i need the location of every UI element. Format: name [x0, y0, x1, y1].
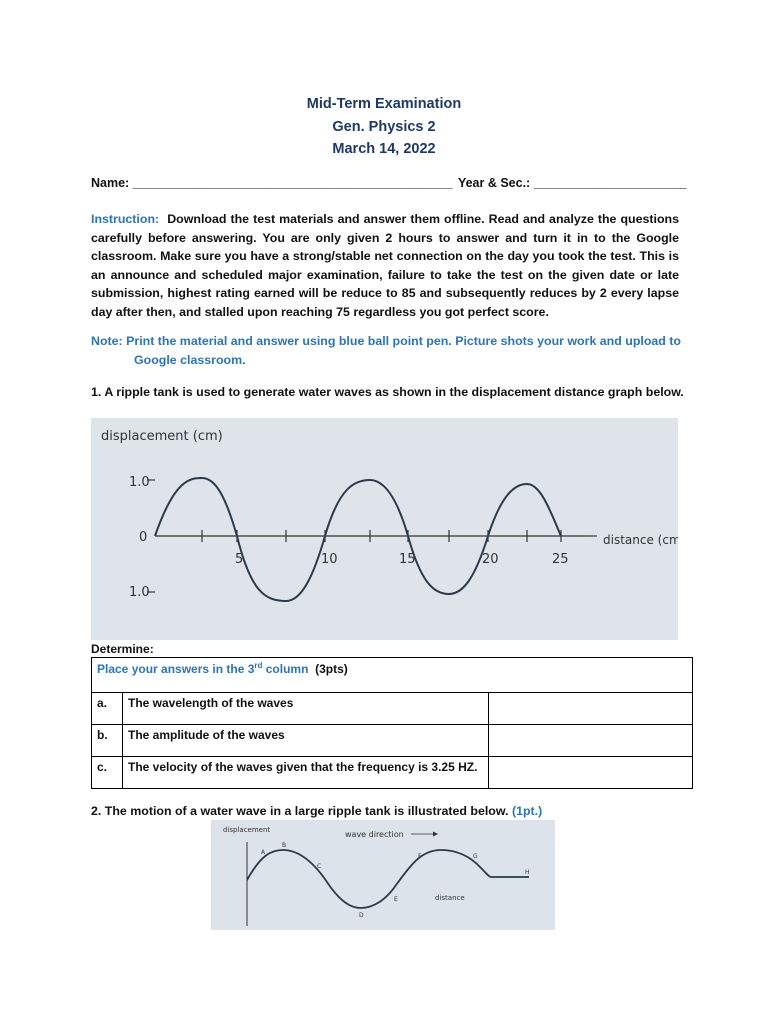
note-line2: Google classroom. [134, 352, 246, 367]
exam-subject: Gen. Physics 2 [332, 119, 436, 135]
row-question: The amplitude of the waves [123, 725, 489, 757]
row-question: The velocity of the waves given that the frequency is 3.25 HZ. [123, 757, 489, 789]
graph1-y-zero: 0 [139, 530, 148, 545]
row-question: The wavelength of the waves [123, 693, 489, 725]
wave-graph-2 [211, 820, 555, 930]
wave-graph-1-svg [91, 418, 678, 640]
question-2-line [91, 804, 542, 818]
row-answer-cell[interactable] [489, 693, 693, 725]
graph2-point-a: A [261, 849, 266, 856]
graph1-x-15: 15 [399, 552, 416, 567]
graph2-point-f: F [418, 853, 422, 860]
name-field-line [91, 176, 687, 190]
graph2-point-d: D [359, 912, 364, 919]
table-row [92, 725, 693, 757]
graph1-y-bottom: 1.0 [129, 585, 150, 600]
name-label: Name: ______________________________________________ [91, 176, 453, 190]
answer-instruction: Place your answers in the 3 [97, 662, 255, 676]
graph1-ylabel: displacement (cm) [101, 429, 223, 444]
answer-instruction-end: column [262, 662, 309, 676]
instruction-label: Instruction: [91, 212, 160, 226]
row-letter: c. [92, 757, 123, 789]
graph2-point-h: H [525, 869, 530, 876]
graph2-xlabel: distance [435, 894, 465, 902]
instruction-text: Download the test materials and answer them offline. Read and analyze the questions carefully before answering. You are only given 2 hours to answer and turn it in to the Google classroom. Make sure you have a strong/stable net connection on the day you took the test. This is an announce and scheduled major examination, failure to take the test on the given date or late submission, highest rating earned will be reduce to 85 and subsequently reduces by 2 every lapse day after then, and stalled upon reaching 75 regardless you got perfect score. [91, 212, 680, 319]
graph1-x-25: 25 [552, 552, 569, 567]
row-answer-cell[interactable] [489, 725, 693, 757]
exam-title: Mid-Term Examination [306, 96, 462, 112]
graph1-xlabel: distance (cm) [603, 533, 678, 547]
graph1-x-10: 10 [321, 552, 338, 567]
graph2-ylabel: displacement [223, 826, 271, 834]
wave-graph-1 [91, 418, 678, 640]
graph2-point-b: B [282, 842, 287, 849]
graph2-point-e: E [394, 896, 398, 903]
note-paragraph [91, 332, 691, 369]
year-section-label: Year & Sec.: ______________________ [457, 176, 687, 190]
exam-date: March 14, 2022 [332, 141, 436, 157]
note-line1: Note: Print the material and answer using blue ball point pen. Picture shots your work and upload to [91, 334, 682, 348]
answer-table-header [92, 658, 693, 693]
wave-graph-2-svg [211, 820, 555, 930]
answer-table-header-row [92, 658, 693, 693]
graph1-y-top: 1.0 [129, 475, 150, 490]
question-2-text: 2. The motion of a water wave in a large ripple tank is illustrated below. [91, 804, 509, 818]
answer-points: (3pts) [315, 662, 348, 676]
table-row [92, 693, 693, 725]
graph2-point-c: C [317, 863, 322, 870]
question-1-text: 1. A ripple tank is used to generate water waves as shown in the displacement distance graph below. [91, 385, 684, 399]
table-row [92, 757, 693, 789]
graph1-wave-curve [155, 478, 561, 601]
graph1-x-5: 5 [235, 552, 244, 567]
graph1-x-20: 20 [482, 552, 499, 567]
graph2-direction: wave direction [345, 830, 404, 839]
determine-label: Determine: [91, 642, 154, 656]
question-2-points: (1pt.) [511, 804, 543, 818]
row-answer-cell[interactable] [489, 757, 693, 789]
instruction-paragraph [91, 210, 679, 321]
graph2-wave-curve [247, 850, 529, 908]
answer-instruction-sup: rd [254, 661, 263, 670]
row-letter: b. [92, 725, 123, 757]
answer-table [91, 657, 693, 789]
graph2-point-g: G [473, 853, 478, 860]
row-letter: a. [92, 693, 123, 725]
